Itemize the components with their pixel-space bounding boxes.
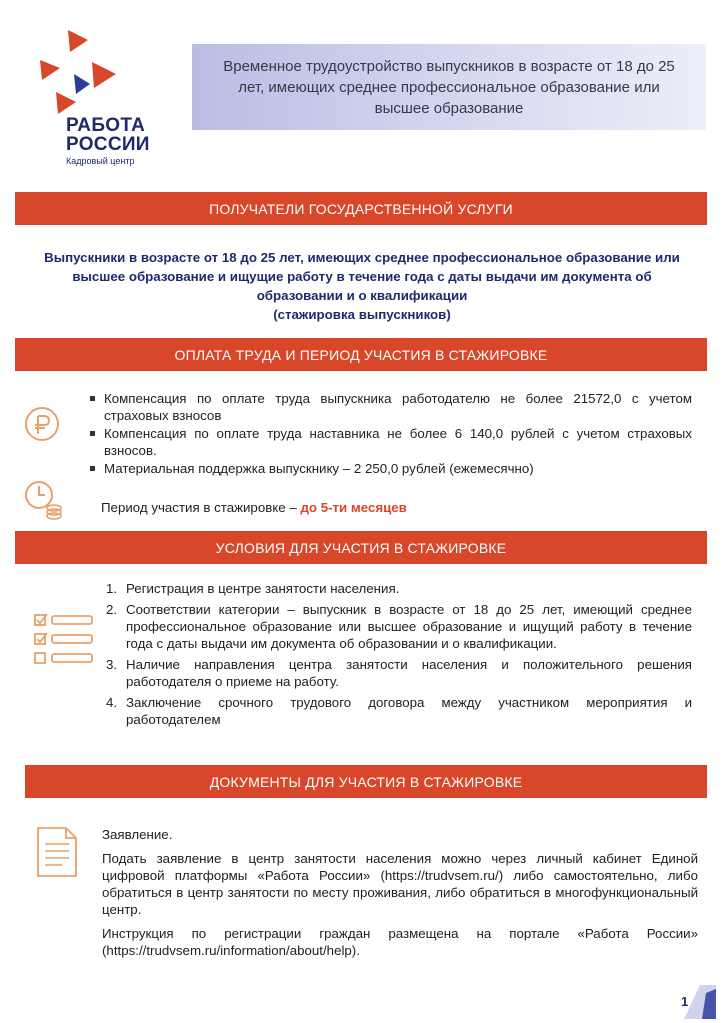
section-heading-text: ПОЛУЧАТЕЛИ ГОСУДАРСТВЕННОЙ УСЛУГИ [209, 200, 513, 217]
section-heading-recipients [15, 192, 707, 225]
ruble-icon [24, 406, 64, 446]
list-item: Компенсация по оплате труда наставника не более 6 140,0 рублей с учетом страховых взносов. [90, 425, 692, 459]
section-heading-text: ОПЛАТА ТРУДА И ПЕРИОД УЧАСТИЯ В СТАЖИРОВКЕ [174, 346, 548, 363]
item-text: Соответствии категории – выпускник в возрасте от 18 до 25 лет, имеющий среднее профессиональное образование или высшее образование и ищущий работу в течение года с даты выдачи им документа об образовании и о квалификации. [126, 602, 692, 651]
section-heading-text: ДОКУМЕНТЫ ДЛЯ УЧАСТИЯ В СТАЖИРОВКЕ [209, 773, 523, 790]
logo-subtitle: Кадровый центр [66, 156, 135, 166]
payment-list [90, 390, 692, 478]
conditions-list [106, 580, 692, 732]
list-item [106, 656, 692, 690]
item-text: Заключение срочного трудового договора между участником мероприятия и работодателем [126, 695, 692, 727]
logo-arrows-icon [30, 22, 170, 122]
recipients-text: Выпускники в возрасте от 18 до 25 лет, имеющих среднее профессиональное образование или высшее образование и ищущие работу в течение года с даты выдачи им документа об образовании и о квалификации [44, 250, 680, 303]
section-heading-payment [15, 338, 707, 371]
documents-paragraph: Подать заявление в центр занятости населения можно через личный кабинет Единой цифровой платформы «Работа России» (https://trudvsem.ru/) либо самостоятельно, либо обратиться в центр занятости по месту проживания, либо обратиться в многофункциональный центр. [102, 851, 698, 917]
clock-coins-icon [24, 480, 68, 520]
item-text: Регистрация в центре занятости населения. [126, 581, 400, 596]
list-item [106, 601, 692, 652]
logo-line1: РАБОТА [66, 115, 146, 136]
item-number: 1. [106, 581, 118, 596]
item-number: 4. [106, 695, 118, 710]
documents-paragraph: Инструкция по регистрации граждан размещена на портале «Работа России» (https://trudvsem.ru/information/about/help). [102, 926, 698, 958]
item-number: 3. [106, 657, 118, 672]
list-item: Материальная поддержка выпускнику – 2 250,0 рублей (ежемесячно) [90, 460, 692, 477]
document-icon [36, 826, 80, 878]
recipients-note: (стажировка выпускников) [273, 307, 451, 322]
page-corner-decoration [672, 985, 716, 1019]
participation-period [101, 500, 407, 515]
section-heading-conditions [15, 531, 707, 564]
documents-block [102, 826, 698, 966]
page-number: 1 [681, 994, 689, 1009]
logo-line2: РОССИИ [66, 134, 150, 155]
documents-paragraph: Заявление. [102, 827, 173, 842]
period-label: Период участия в стажировке – [101, 500, 301, 515]
section-heading-text: УСЛОВИЯ ДЛЯ УЧАСТИЯ В СТАЖИРОВКЕ [215, 539, 507, 556]
checklist-icon [34, 612, 96, 670]
list-item: Компенсация по оплате труда выпускника работодателю не более 21572,0 с учетом страховых взносов [90, 390, 692, 424]
recipients-block [28, 248, 696, 324]
list-item [106, 580, 692, 597]
header-title-box [192, 44, 706, 130]
page-title: Временное трудоустройство выпускников в возрасте от 18 до 25 лет, имеющих среднее профессиональное образование или высшее образование [223, 57, 675, 117]
section-heading-documents [25, 765, 707, 798]
item-number: 2. [106, 602, 118, 617]
list-item [106, 694, 692, 728]
period-value: до 5-ти месяцев [300, 500, 407, 515]
item-text: Наличие направления центра занятости населения и положительного решения работодателя о приеме на работу. [126, 657, 692, 689]
